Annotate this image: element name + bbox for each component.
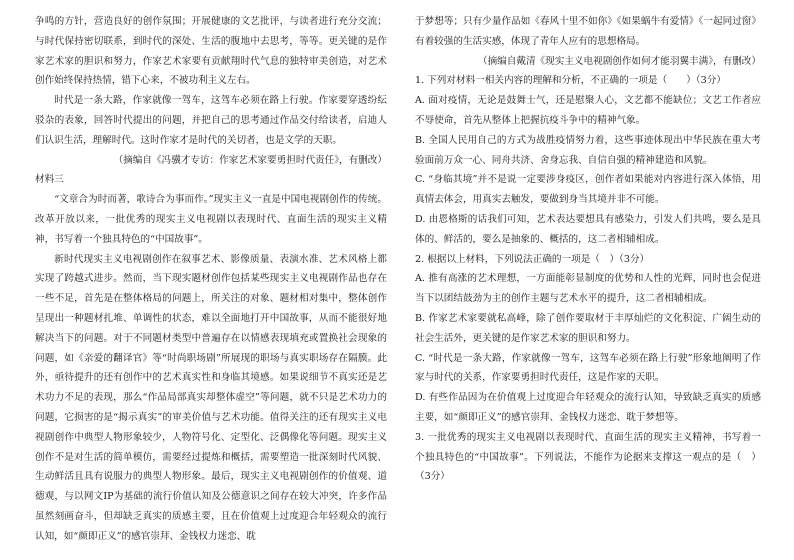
question-2-stem: 2. 根据以上材料，下列说法正确的一项是（ ）（3分）	[415, 253, 650, 265]
right-column	[415, 12, 761, 487]
material3-quote-paragraph: “文章合为时而著，歌诗合为事而作。”现实主义一直是中国电视剧创作的传统。改革开放以来，一批优秀的现实主义电视剧以表现时代、直面生活的现实主义精神，书写着一个独具特色的“中国故事”。	[35, 194, 387, 245]
question-1-option-d: D. 由恩格斯的话我们可知，艺术表达要想具有感染力，引发人们共鸣，要么是具体的、鲜活的，要么是抽象的、概括的，这二者相辅相成。	[415, 213, 761, 245]
question-2-option-a: A. 推有高涨的艺术理想，一方面能彰显制度的优势和人性的光辉，同时也会促进当下以团结鼓劲为主的创作主题与艺术水平的提升，这二者相辅相成。	[415, 273, 761, 305]
material2-source: （摘编自《冯骥才专访：作家艺术家要勇担时代责任》，有删改）	[113, 154, 387, 166]
material3-title: 材料三	[35, 174, 64, 186]
question-2-option-b: B. 作家艺术家要就私高峰，除了创作要取材于丰厚灿烂的文化积淀、广阔生动的社会生活外，更关键的是作家艺术家的胆识和努力。	[415, 312, 761, 344]
question-2-option-c: C. “时代是一条大路，作家就像一驾车，这驾车必须在路上行驶”形象地阐明了作家与时代的关系，作家要勇担时代责任，这是作家的天职。	[415, 352, 761, 384]
question-2-option-d: D. 有些作品因为在价值观上过度迎合年轻观众的流行认知，导致缺乏真实的质感主要，如“颜即正义”的感官崇拜、金钱权力迷恋、耽于梦想等。	[415, 392, 761, 423]
material2-paragraph: 时代是一条大路，作家就像一驾车，这驾车必须在路上行驶。作家要穿透纷纭驳杂的表象，回答时代提出的问题，并把自己的思考通过作品交付给读者，启迪人们认识生活，理解时代。这时作家才是时代的关切者，也是文学的天职。	[35, 95, 387, 146]
material3-paragraph-end: 于梦想等；只有少量作品如《春风十里不如你》《如果蜗牛有爱情》《一起同过窗》有着较强的生活实感，体现了青年人应有的思想格局。	[415, 16, 761, 47]
material3-source: （摘编自戴清《现实主义电视剧创作如何才能羽翼丰满》，有删改）	[477, 55, 761, 67]
question-3-stem: 3. 一批优秀的现实主义电视剧以表现时代、直面生活的现实主义精神，书写着一个独具特色的“中国故事”。下列说法，不能作为论据来支撑这一观点的是（ ）（3分）	[415, 431, 761, 483]
left-column	[35, 12, 387, 547]
question-1-option-b: B. 全国人民用自己的方式为战胜疫情努力着，这些事迹体现出中华民族在重大考验面前万众一心、同舟共济、舍身忘我、自信自强的精神建造和风貌。	[415, 134, 761, 166]
question-1-option-a: A. 面对疫情，无论是鼓舞士气，还是慰聚人心，文艺都不能缺位；文艺工作者应不辱使命，首先从整体上把握抗疫斗争中的精神气象。	[415, 95, 761, 126]
material3-body-paragraph: 新时代现实主义电视剧创作在叙事艺术、影像质量、表演水准、艺术风格上都实现了跨越式进步。然而，当下现实题材创作包括某些现实主义电视剧作品也存在一些不足，首先是在整体格局的问题上，所关注的对象、题材相对集中，整体创作呈现出一种题材扎堆、单调性的状态，难以全面地打开中国故事，从而不能很好地解决当下的问题。对于不同题材类型中普遍存在以情感表现填充或置换社会现象的问题，如《亲爱的翻译官》等“时尚职场剧”所展现的职场与真实职场存在隔膜。此外，亟待提升的还有创作中的艺术真实性和身临其境感。如果说细节不真实还是艺术功力不足的表现，那么“作品局部真实却整体虚空”等问题，就不只是艺术功力的问题，它损害的是“揭示真实”的审美价值与艺术功能。值得关注的还有现实主义电视剧创作中典型人物形象较少，人物符号化、定型化、泛偶像化等问题。现实主义创作不是对生活的简单模仿，需要经过提炼和概括，需要塑造一批深刻时代风貌、生动鲜活且具有说服力的典型人物形象。最后，现实主义电视剧创作的价值观、道德观，与以网文IP为基础的流行价值认知及公德意识之间存在较大冲突，许多作品虽然刻画奋斗，但却缺乏真实的质感主要，且在价值观上过度迎合年轻观众的流行认知，如“颜即正义”的感官崇拜、金钱权力迷恋、耽	[35, 253, 387, 542]
question-1-option-c: C. “身临其境”并不是说一定要涉身疫区，创作者如果能对内容进行深入体悟，用真情去体会，用真实去触发，要做到身当其境并非不可能。	[415, 174, 761, 206]
material2-paragraph-end: 争鸣的方针，营造良好的创作氛围；开展健康的文艺批评，与读者进行充分交流；与时代保持密切联系，到时代的深处、生活的腹地中去思考，等等。更关键的是作家艺术家的胆识和努力，作家艺术家要有贡献翔时代气息的独特审美创造，对艺术创作始终保持热情，错下心来，不被功利主义左右。	[35, 16, 387, 87]
question-1-stem: 1. 下列对材料一相关内容的理解和分析，不正确的一项是（ ）（3分）	[415, 75, 726, 87]
